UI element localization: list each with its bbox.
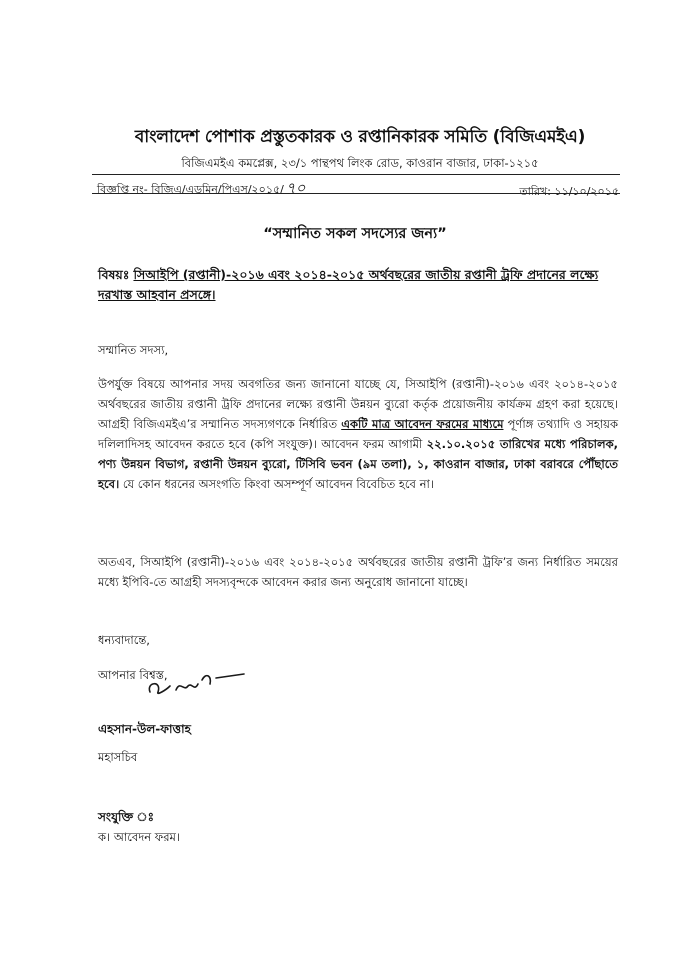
salutation: সম্মানিত সদস্য, xyxy=(98,343,169,357)
header-divider-bottom xyxy=(92,193,620,194)
para1-middle: পূর্ণাঙ্গ তথ্যাদি ও সহায়ক দলিলাদিসহ আবেদন করতে হবে (কপি সংযুক্ত)। আবেদন ফরম আগামী xyxy=(98,417,618,451)
attachment-label: সংযুক্তি ঃ xyxy=(98,810,155,824)
para1-end: যে কোন ধরনের অসংগতি কিংবা অসম্পূর্ণ আবেদন বিবেচিত হবে না। xyxy=(119,477,434,491)
signer-title: মহাসচিব xyxy=(98,750,138,764)
organization-name: বাংলাদেশ পোশাক প্রস্তুতকারক ও রপ্তানিকারক সমিতি (বিজিএমইএ) xyxy=(134,127,586,147)
subject-label: বিষয়ঃ xyxy=(98,267,130,282)
body-paragraph-2: অতএব, সিআইপি (রপ্তানী)-২০১৬ এবং ২০১৪-২০১৫ অর্থবছরের জাতীয় রপ্তানী ট্রফি’র জন্য নির্ধারিত সময়ের মধ্যে ইপিবি-তে আগ্রহী সদস্যবৃন্দকে আবেদন করার জন্য অনুরোধ জানানো যাচ্ছে। xyxy=(98,555,618,589)
letter-date: তারিখ: ১১/১০/২০১৫ xyxy=(519,185,619,198)
signer-name: এহসান-উল-ফাত্তাহ xyxy=(98,722,191,736)
para1-intro: উপর্যুক্ত বিষয়ে আপনার সদয় অবগতির জন্য জানানো যাচ্ছে যে, সিআইপি (রপ্তানী)-২০১৬ এবং ২০১৪-২০১৫ অর্থবছরের জাতীয় রপ্তানী ট্রফি প্রদানের লক্ষ্যে রপ্তানী উন্নয়ন ব্যুরো কর্তৃক প্রয়োজনীয় কার্যক্রম গ্রহণ করা হয়েছে। আগ্রহী বিজিএমইএ’র সম্মানিত সদস্যগণকে নির্ধারিত xyxy=(98,377,618,431)
reference-number xyxy=(97,177,305,202)
para1-emphasis-deadline: ২২.১০.২০১৫ তারিখের মধ্যে পরিচালক, পণ্য উন্নয়ন বিভাগ, রপ্তানী উন্নয়ন ব্যুরো, টিসিবি ভবন (৯ম তলা), ১, কাওরান বাজার, ঢাকা বরাবরে পৌঁছাতে হবে। xyxy=(98,437,618,491)
body-paragraph-1 xyxy=(98,374,618,494)
letter-heading: “সম্মানিত সকল সদস্যের জন্য” xyxy=(263,226,447,242)
para1-emphasis-form: একটি মাত্র আবেদন ফরমের মাধ্যমে xyxy=(341,417,504,431)
attachment-item: ক। আবেদন ফরম। xyxy=(98,830,181,844)
closing-yours: আপনার বিশ্বস্ত, xyxy=(98,668,168,682)
subject-text: সিআইপি (রপ্তানী)-২০১৬ এবং ২০১৪-২০১৫ অর্থবছরের জাতীয় রপ্তানী ট্রফি প্রদানের লক্ষ্যে দরখাস্ত আহবান প্রসঙ্গে। xyxy=(98,267,599,302)
header-divider-top xyxy=(92,174,620,175)
closing-thanks: ধন্যবাদান্তে, xyxy=(98,633,150,647)
reference-line xyxy=(97,177,619,202)
organization-address: বিজিএমইএ কমপ্লেক্স, ২৩/১ পান্থপথ লিংক রোড, কাওরান বাজার, ঢাকা-১২১৫ xyxy=(181,156,539,170)
handwritten-reference-number: ৭০ xyxy=(285,179,306,197)
signature-icon xyxy=(140,662,250,702)
subject-line xyxy=(98,265,628,305)
reference-label: বিজ্ঞপ্তি নং- বিজিএ/এডমিন/পিএস/২০১৫/ xyxy=(97,183,284,196)
